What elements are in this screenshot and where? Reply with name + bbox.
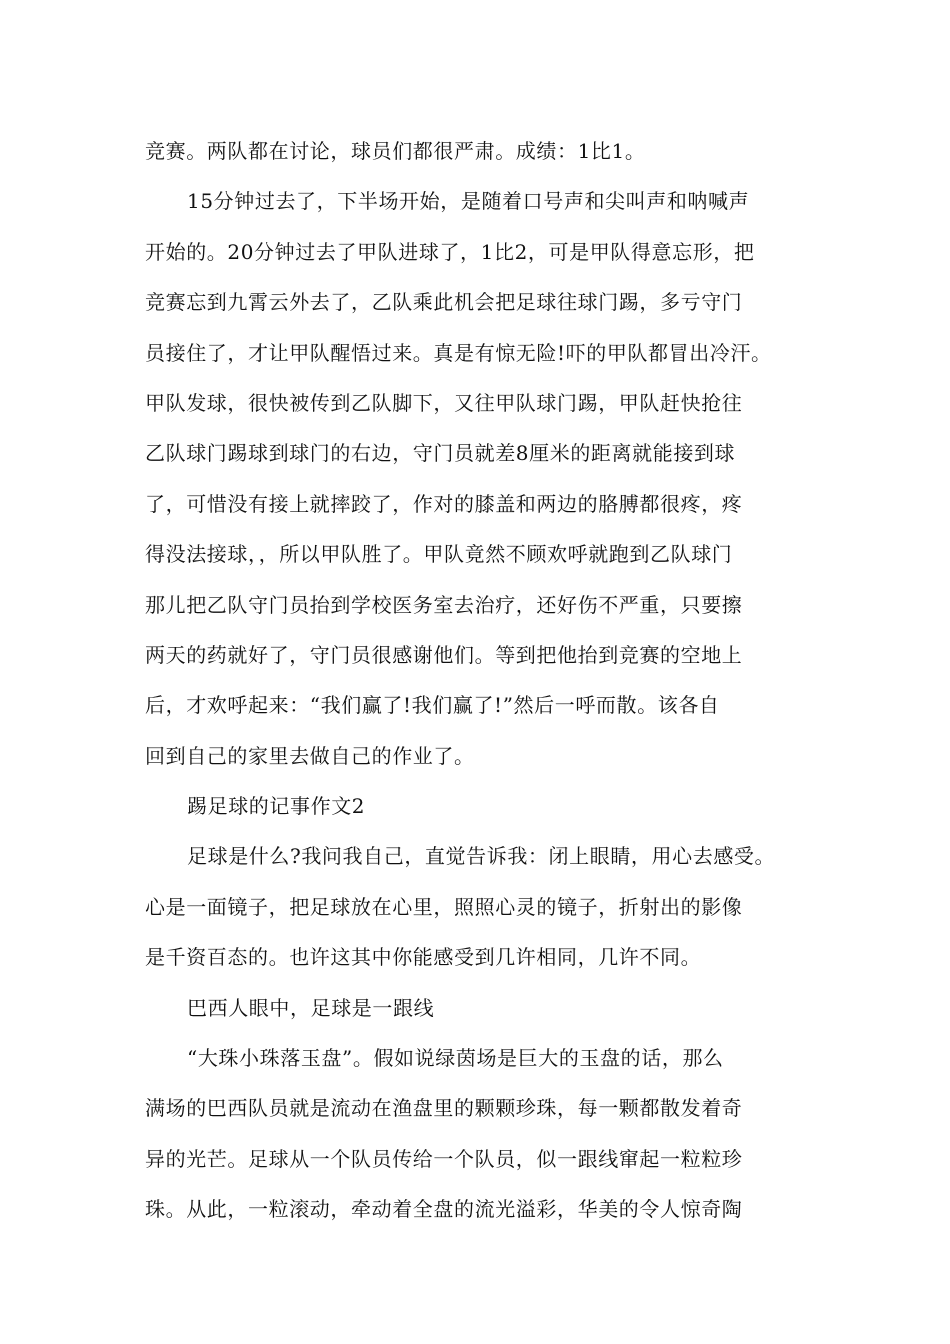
text-line: 两天的药就好了，守门员很感谢他们。等到把他抬到竞赛的空地上: [145, 642, 743, 667]
text-line: 竞赛。两队都在讨论，球员们都很严肃。成绩：1比1。: [145, 139, 646, 163]
text-line: 踢足球的记事作文2: [187, 794, 366, 819]
text-line: 后，才欢呼起来：“我们赢了!我们赢了!”然后一呼而散。该各自: [145, 693, 720, 718]
text-line: 满场的巴西队员就是流动在渔盘里的颗颗珍珠，每一颗都散发着奇: [145, 1096, 743, 1121]
text-line: 甲队发球，很快被传到乙队脚下，又往甲队球门踢，甲队赶快抢往: [145, 390, 743, 415]
text-line: 竞赛忘到九霄云外去了，乙队乘此机会把足球往球门踢，多亏守门: [145, 290, 743, 315]
text-line: 心是一面镜子，把足球放在心里，照照心灵的镜子，折射出的影像: [145, 894, 743, 919]
text-line: 那儿把乙队守门员抬到学校医务室去治疗，还好伤不严重，只要擦: [145, 592, 743, 617]
text-line: 了，可惜没有接上就摔跤了，作对的膝盖和两边的胳膊都很疼，疼: [145, 491, 743, 516]
body-text: [145, 126, 810, 1235]
text-line: 员接住了，才让甲队醒悟过来。真是有惊无险!吓的甲队都冒出冷汗。: [145, 340, 772, 365]
text-line: 15分钟过去了，下半场开始，是随着口号声和尖叫声和呐喊声: [187, 189, 750, 214]
text-line: “大珠小珠落玉盘”。假如说绿茵场是巨大的玉盘的话，那么: [187, 1046, 724, 1071]
text-line: 是千资百态的。也许这其中你能感受到几许相同，几许不同。: [145, 945, 702, 970]
text-line: 珠。从此，一粒滚动，牵动着全盘的流光溢彩，华美的令人惊奇陶: [145, 1197, 743, 1222]
text-line: 开始的。20分钟过去了甲队进球了，1比2，可是甲队得意忘形，把: [145, 239, 755, 264]
text-line: 足球是什么?我问我自己，直觉告诉我：闭上眼睛，用心去感受。: [187, 844, 776, 869]
text-line: 异的光芒。足球从一个队员传给一个队员，似一跟线窜起一粒粒珍: [145, 1146, 743, 1171]
text-line: 回到自己的家里去做自己的作业了。: [145, 743, 475, 768]
text-line: 巴西人眼中，足球是一跟线: [187, 995, 435, 1020]
text-line: 乙队球门踢球到球门的右边，守门员就差8厘米的距离就能接到球: [145, 441, 736, 466]
text-line: 得没法接球，，所以甲队胜了。甲队竟然不顾欢呼就跑到乙队球门: [145, 542, 733, 567]
